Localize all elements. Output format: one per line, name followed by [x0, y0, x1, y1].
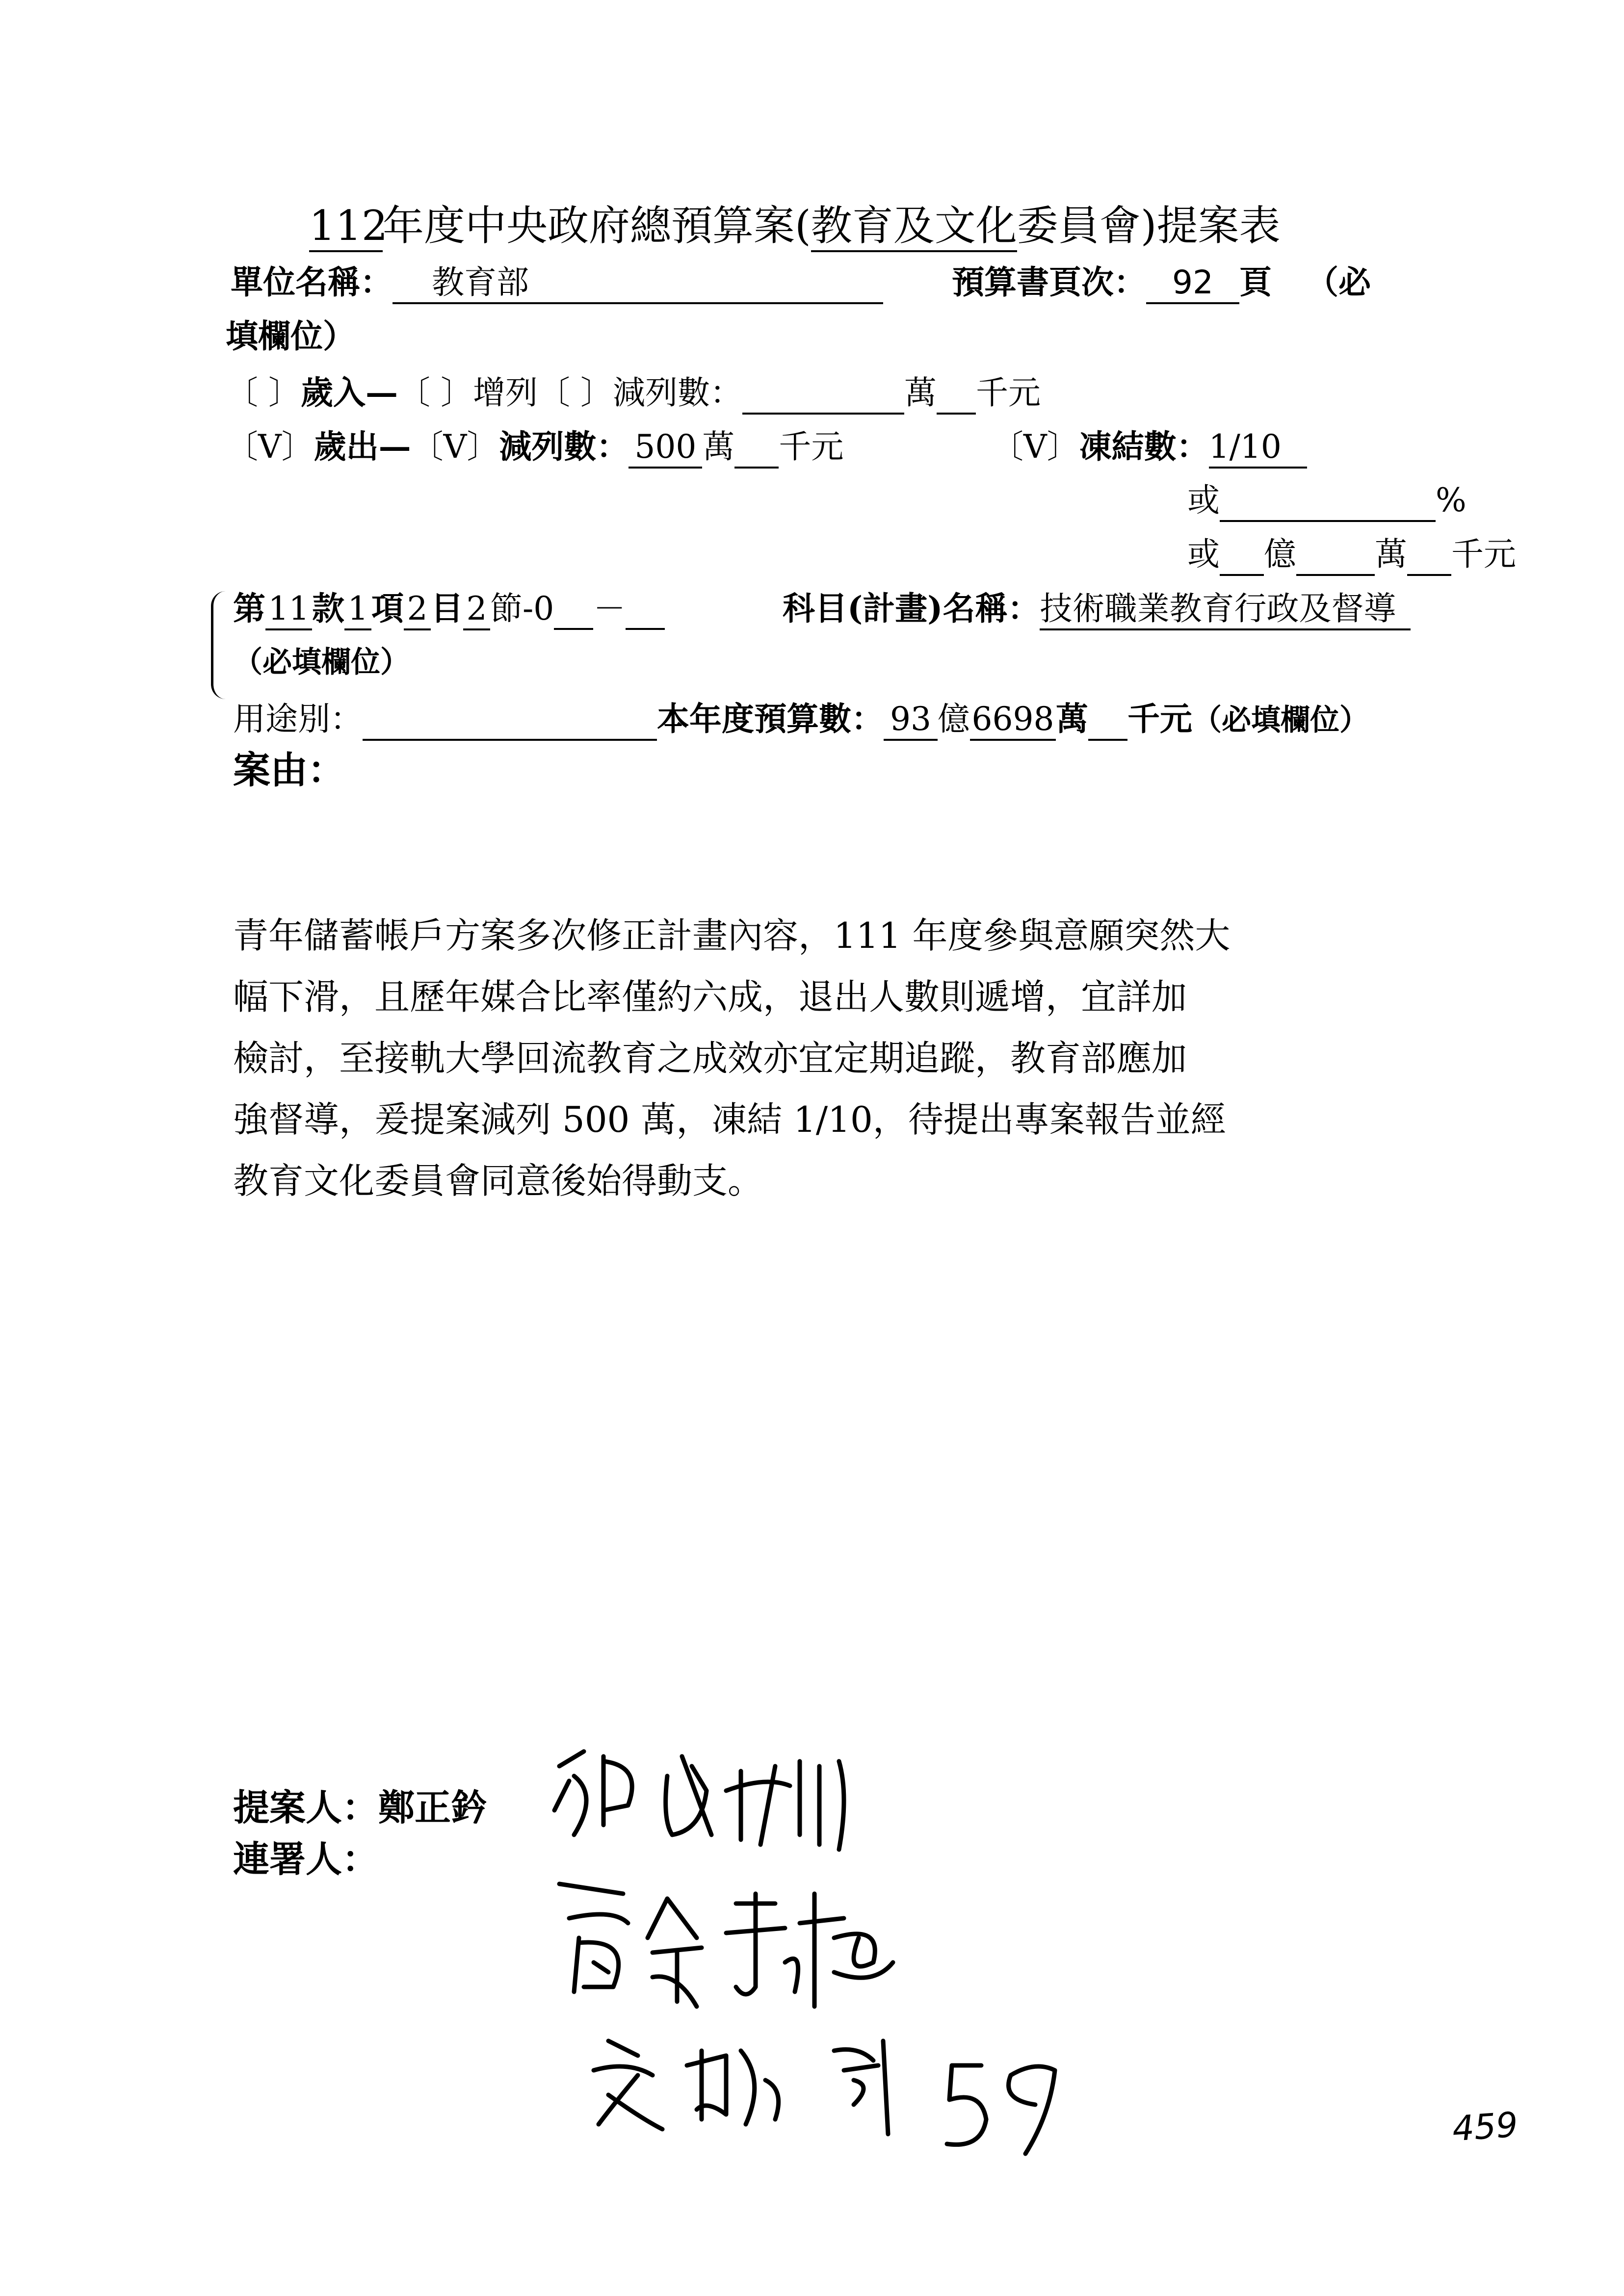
expense-cut-value: 500	[629, 427, 702, 469]
budget-qian-blank	[1088, 700, 1127, 741]
item-mu-label: 目	[431, 589, 463, 627]
subject-label: 科目(計畫)名稱：	[783, 589, 1040, 627]
expense-wan: 萬	[702, 428, 735, 466]
expense-label: 歲出—	[314, 427, 411, 466]
freeze-wan-blank	[1296, 535, 1375, 576]
revenue-cut-blank	[742, 373, 904, 415]
budget-wan: 萬	[1056, 700, 1088, 738]
freeze-percent-row	[1187, 478, 1467, 522]
item-jie-value: 2	[463, 589, 490, 630]
budget-qian: 千元	[1127, 700, 1192, 738]
unit-required-note: 填欄位）	[226, 317, 355, 355]
freeze-or-1: 或	[1187, 481, 1220, 519]
revenue-wan: 萬	[904, 374, 937, 412]
budget-required-note: （必填欄位）	[1192, 703, 1369, 737]
item-xiang-label: 項	[371, 589, 404, 627]
reason-line: 檢討，至接軌大學回流教育之成效亦宜定期追蹤，教育部應加	[233, 1038, 1187, 1079]
expense-cut-checkbox: 〔V〕	[411, 428, 499, 466]
revenue-cut-checkbox: 〔 〕	[537, 374, 613, 412]
required-part-a: （必	[1306, 263, 1371, 301]
revenue-add-checkbox: 〔 〕	[397, 374, 473, 412]
item-bracket	[211, 591, 233, 699]
revenue-row	[226, 370, 1041, 415]
item-dash: －	[593, 590, 626, 627]
reason-line: 青年儲蓄帳戶方案多次修正計畫內容，111 年度參與意願突然大	[233, 915, 1231, 956]
freeze-label: 凍結數：	[1079, 427, 1209, 466]
proposer-label: 提案人：	[233, 1787, 378, 1829]
freeze-checkbox: 〔V〕	[991, 428, 1079, 466]
title-part2: 委員會)提案表	[1017, 202, 1281, 250]
proposer-row	[233, 1786, 487, 1830]
revenue-add-label: 增列	[472, 374, 538, 412]
budget-yi-value: 93	[884, 700, 938, 741]
item-kuan-value: 11	[265, 589, 312, 630]
cosigner-label: 連署人：	[233, 1838, 378, 1880]
item-kuan-label: 款	[312, 589, 344, 627]
page-ref-row	[952, 260, 1371, 304]
expense-qian-blank	[734, 427, 779, 469]
revenue-cut-label: 減列數：	[612, 374, 742, 412]
budget-yi: 億	[938, 700, 970, 738]
reason-line: 強督導，爰提案減列 500 萬，凍結 1/10，待提出專案報告並經	[233, 1099, 1226, 1140]
freeze-qian-blank	[1407, 535, 1451, 576]
budget-label: 本年度預算數：	[657, 700, 884, 738]
usage-label: 用途別：	[233, 700, 363, 738]
signature-cosigner-1	[540, 1864, 922, 2021]
signature-cosigner-2	[579, 2021, 922, 2144]
page-number: 459	[1451, 2104, 1519, 2149]
freeze-percent-sign: %	[1436, 481, 1467, 519]
title-committee: 教育及文化	[811, 201, 1017, 252]
revenue-qian: 千元	[975, 374, 1041, 412]
form-title	[309, 199, 1281, 253]
budget-wan-value: 6698	[970, 700, 1056, 741]
usage-row	[233, 697, 1369, 742]
freeze-wan: 萬	[1375, 535, 1407, 573]
page-ref-label: 預算書頁次：	[952, 263, 1146, 301]
item-sub2-blank	[626, 589, 665, 630]
subject-value: 技術職業教育行政及督導	[1040, 589, 1411, 630]
title-year: 112	[309, 201, 383, 252]
reason-body	[233, 905, 1230, 1212]
item-mu-value: 2	[404, 589, 431, 630]
page-ref-suffix: 頁	[1239, 263, 1272, 301]
handwritten-number	[937, 2051, 1074, 2164]
freeze-value: 1/10	[1209, 427, 1307, 469]
unit-value: 教育部	[393, 263, 883, 304]
item-sub1-blank	[554, 589, 593, 630]
freeze-amount-row	[1187, 532, 1516, 576]
expense-cut-label: 減列數：	[499, 427, 629, 466]
freeze-or-2: 或	[1187, 535, 1220, 573]
item-required-note: （必填欄位）	[233, 645, 410, 679]
signature-proposer	[545, 1737, 888, 1864]
reason-line: 幅下滑，且歷年媒合比率僅約六成，退出人數則遞增，宜詳加	[233, 976, 1187, 1018]
freeze-row	[991, 424, 1307, 469]
unit-row	[231, 260, 883, 304]
expense-row	[226, 424, 843, 469]
title-part1: 年度中央政府總預算案(	[383, 202, 811, 250]
revenue-label: 歲入—	[300, 373, 398, 412]
reason-label: 案由：	[233, 748, 345, 792]
proposer-name: 鄭正鈐	[378, 1787, 487, 1829]
item-xiang-value: 1	[344, 589, 371, 630]
unit-label: 單位名稱：	[231, 263, 393, 301]
freeze-qian: 千元	[1451, 535, 1516, 573]
freeze-percent-blank	[1220, 481, 1436, 522]
item-di: 第	[233, 589, 265, 627]
reason-line: 教育文化委員會同意後始得動支。	[233, 1160, 763, 1201]
freeze-yi: 億	[1264, 535, 1296, 573]
expense-qian: 千元	[779, 428, 844, 466]
expense-checkbox: 〔V〕	[226, 428, 314, 466]
item-row	[233, 586, 665, 631]
usage-blank	[363, 700, 657, 741]
subject-row	[783, 586, 1411, 630]
item-jie-label: 節-0	[490, 590, 554, 627]
freeze-yi-blank	[1220, 535, 1264, 576]
revenue-checkbox: 〔 〕	[226, 374, 301, 412]
revenue-qian-blank	[937, 373, 976, 415]
page-ref-value: 92	[1146, 263, 1239, 304]
